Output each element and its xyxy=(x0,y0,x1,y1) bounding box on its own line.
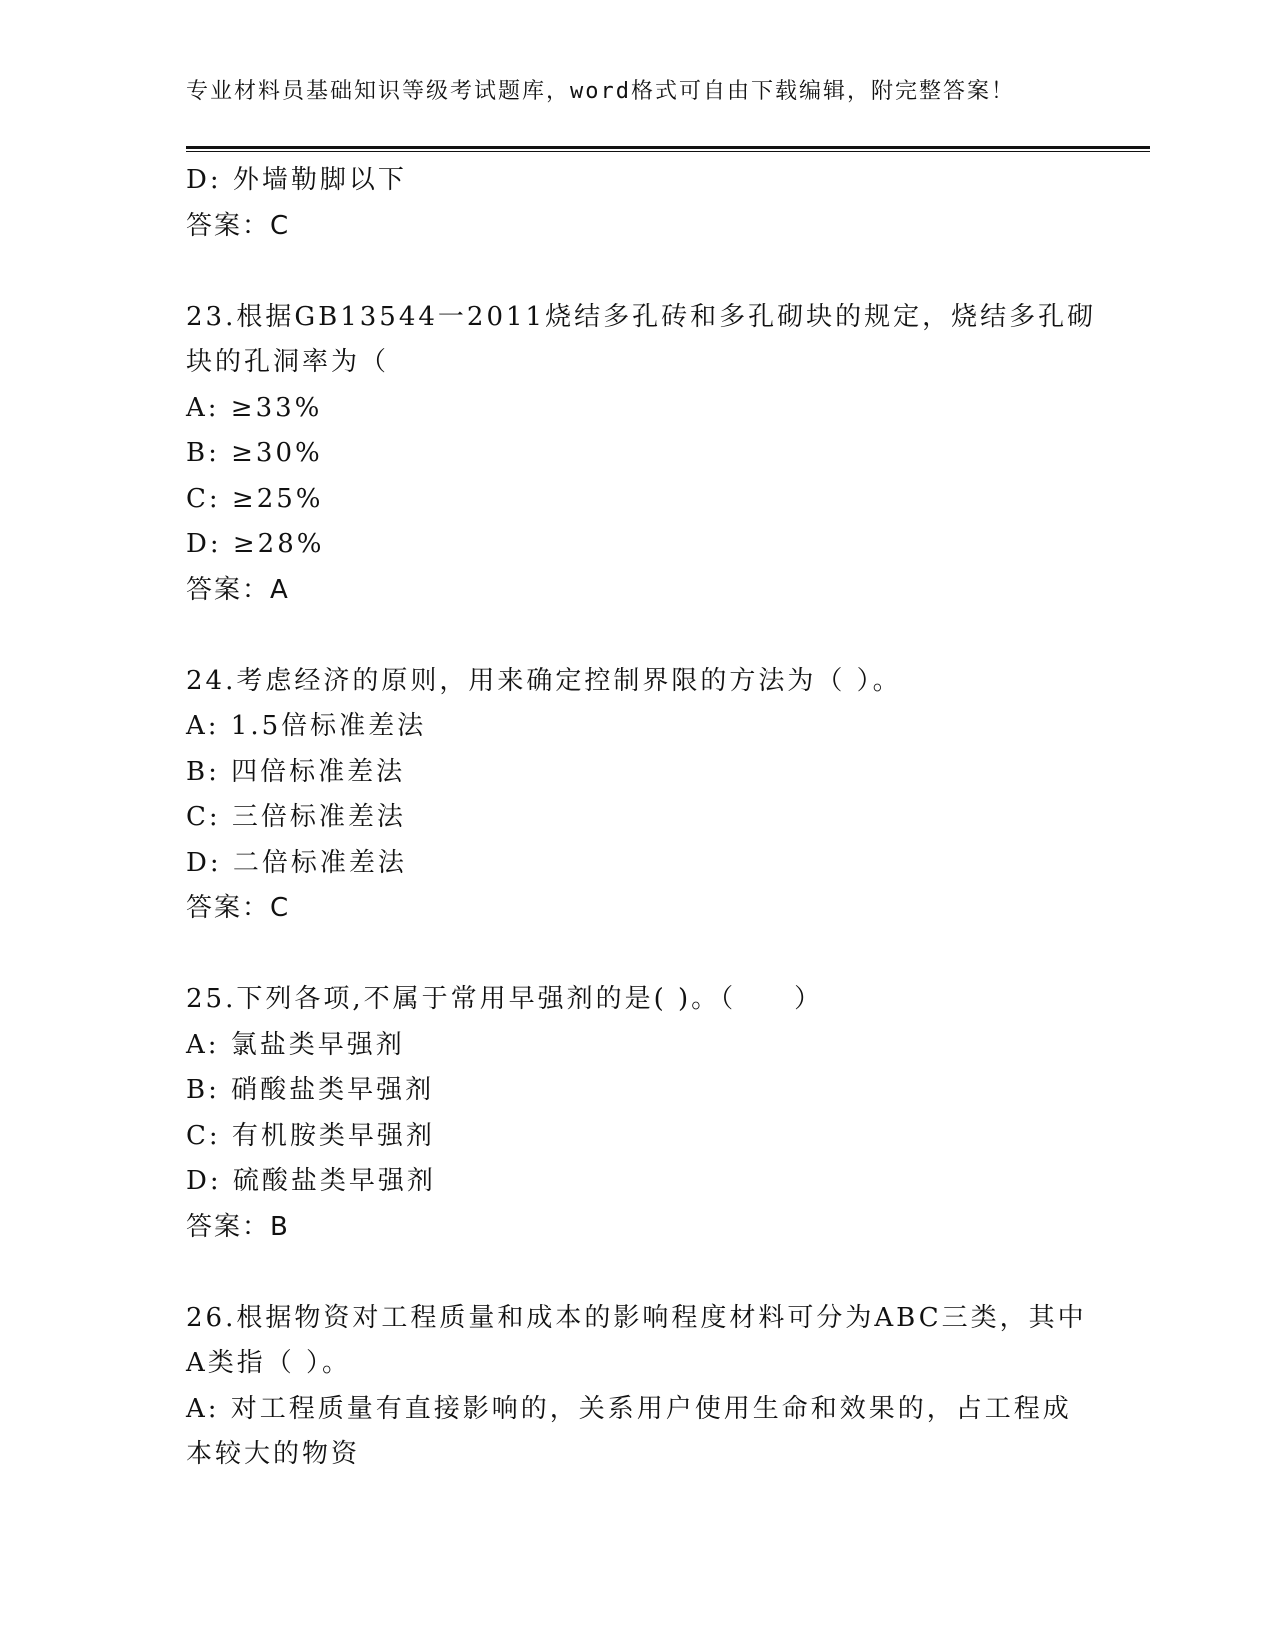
option-line: B: 四倍标准差法 xyxy=(186,756,406,787)
option-line: C: ≥25% xyxy=(186,483,324,514)
question-stem: 26.根据物资对工程质量和成本的影响程度材料可分为ABC三类，其中 xyxy=(186,1302,1087,1333)
answer-line: 答案：C xyxy=(186,893,291,923)
option-line: D: 外墙勒脚以下 xyxy=(186,165,407,195)
option-line: D: 二倍标准差法 xyxy=(186,847,407,878)
answer-line: 答案：B xyxy=(186,1211,290,1242)
header-rule-thick xyxy=(186,146,1150,149)
question-stem: 块的孔洞率为（ xyxy=(186,347,390,377)
option-line: C: 有机胺类早强剂 xyxy=(186,1120,435,1151)
option-line: D: 硫酸盐类早强剂 xyxy=(186,1166,436,1196)
question-block xyxy=(186,977,1086,1250)
question-stem: 25.下列各项,不属于常用早强剂的是( )。（ ） xyxy=(186,984,824,1014)
document-body xyxy=(186,158,1097,1478)
option-line: A: 对工程质量有直接影响的，关系用户使用生命和效果的，占工程成 xyxy=(186,1393,1072,1424)
option-line: B: ≥30% xyxy=(186,438,323,468)
option-line: B: 硝酸盐类早强剂 xyxy=(186,1075,435,1105)
question-block xyxy=(186,295,1097,614)
option-line: A: 氯盐类早强剂 xyxy=(186,1029,405,1060)
page-header: 专业材料员基础知识等级考试题库，word格式可自由下载编辑，附完整答案！ xyxy=(186,79,1015,104)
question-stem: A类指（ ）。 xyxy=(186,1348,352,1378)
option-line: A: ≥33% xyxy=(186,392,323,423)
answer-line: 答案：A xyxy=(186,574,290,605)
option-line: A: 1.5倍标准差法 xyxy=(186,711,427,741)
header-rule-thin xyxy=(186,151,1150,152)
question-block xyxy=(186,1296,1086,1478)
option-line: D: ≥28% xyxy=(186,529,325,559)
question-stem: 24.考虑经济的原则，用来确定控制界限的方法为（ ）。 xyxy=(186,665,902,696)
option-line: C: 三倍标准差法 xyxy=(186,802,406,832)
question-stem: 23.根据GB13544一2011烧结多孔砖和多孔砌块的规定，烧结多孔砌 xyxy=(186,301,1097,332)
option-line: 本较大的物资 xyxy=(186,1439,361,1469)
answer-line: 答案：C xyxy=(186,210,291,241)
question-block xyxy=(186,659,1086,932)
